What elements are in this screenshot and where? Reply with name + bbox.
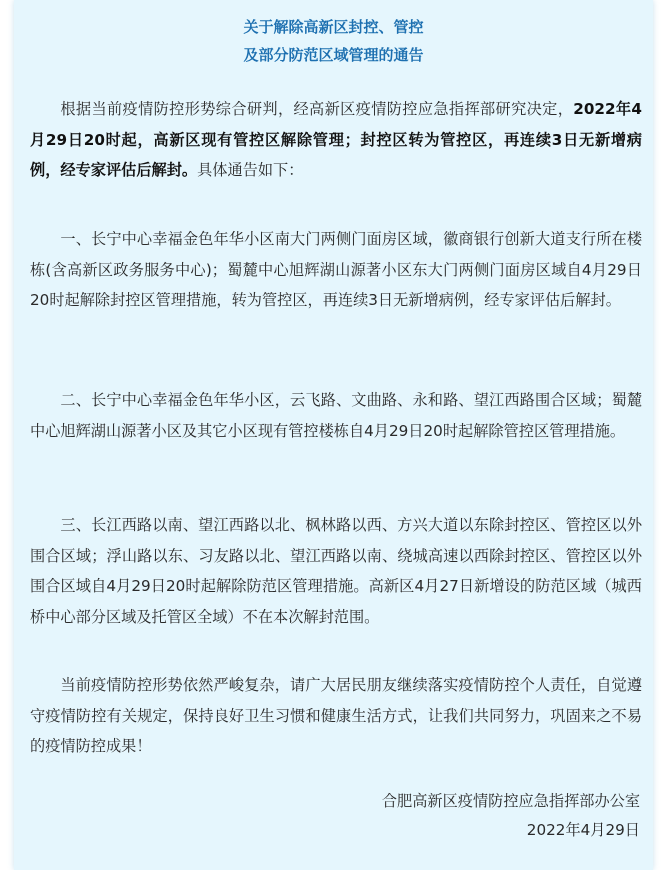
item-1-paragraph: 一、长宁中心幸福金色年华小区南大门两侧门面房区域，徽商银行创新大道支行所在楼栋(含高新区政务服务中心)；蜀麓中心旭辉湖山源著小区东大门两侧门面房区域自4月29日20时起解除封控区管理措施，转为管控区，再连续3日无新增病例，经专家评估后解封。 (30, 230, 642, 309)
notice-title-line1: 关于解除高新区封控、管控 (243, 18, 424, 36)
item-3-paragraph: 三、长江西路以南、望江西路以北、枫林路以西、方兴大道以东除封控区、管控区以外围合区域；浮山路以东、习友路以北、望江西路以南、绕城高速以西除封控区、管控区以外围合区域自4月29日20时起解除防范区管理措施。高新区4月27日新增设的防范区域（城西桥中心部分区域及托管区全域）不在本次解封范围。 (30, 516, 642, 626)
intro-key-decision: 2022年4月29日20时起，高新区现有管控区解除管理；封控区转为管控区，再连续3日无新增病例，经专家评估后解封。 (30, 100, 642, 179)
intro-lead: 根据当前疫情防控形势综合研判，经高新区疫情防控应急指挥部研究决定， (60, 100, 574, 118)
notice-title-line2: 及部分防范区域管理的通告 (243, 46, 424, 64)
signature-date: 2022年4月29日 (526, 821, 640, 839)
signature-organization: 合肥高新区疫情防控应急指挥部办公室 (381, 792, 640, 810)
closing-paragraph: 当前疫情防控形势依然严峻复杂，请广大居民朋友继续落实疫情防控个人责任，自觉遵守疫情防控有关规定，保持良好卫生习惯和健康生活方式，让我们共同努力，巩固来之不易的疫情防控成果！ (30, 676, 642, 755)
item-2-paragraph: 二、长宁中心幸福金色年华小区，云飞路、文曲路、永和路、望江西路围合区域；蜀麓中心旭辉湖山源著小区及其它小区现有管控楼栋自4月29日20时起解除管控区管理措施。 (30, 391, 642, 440)
intro-tail: 具体通告如下： (197, 161, 304, 179)
intro-paragraph (30, 94, 642, 186)
